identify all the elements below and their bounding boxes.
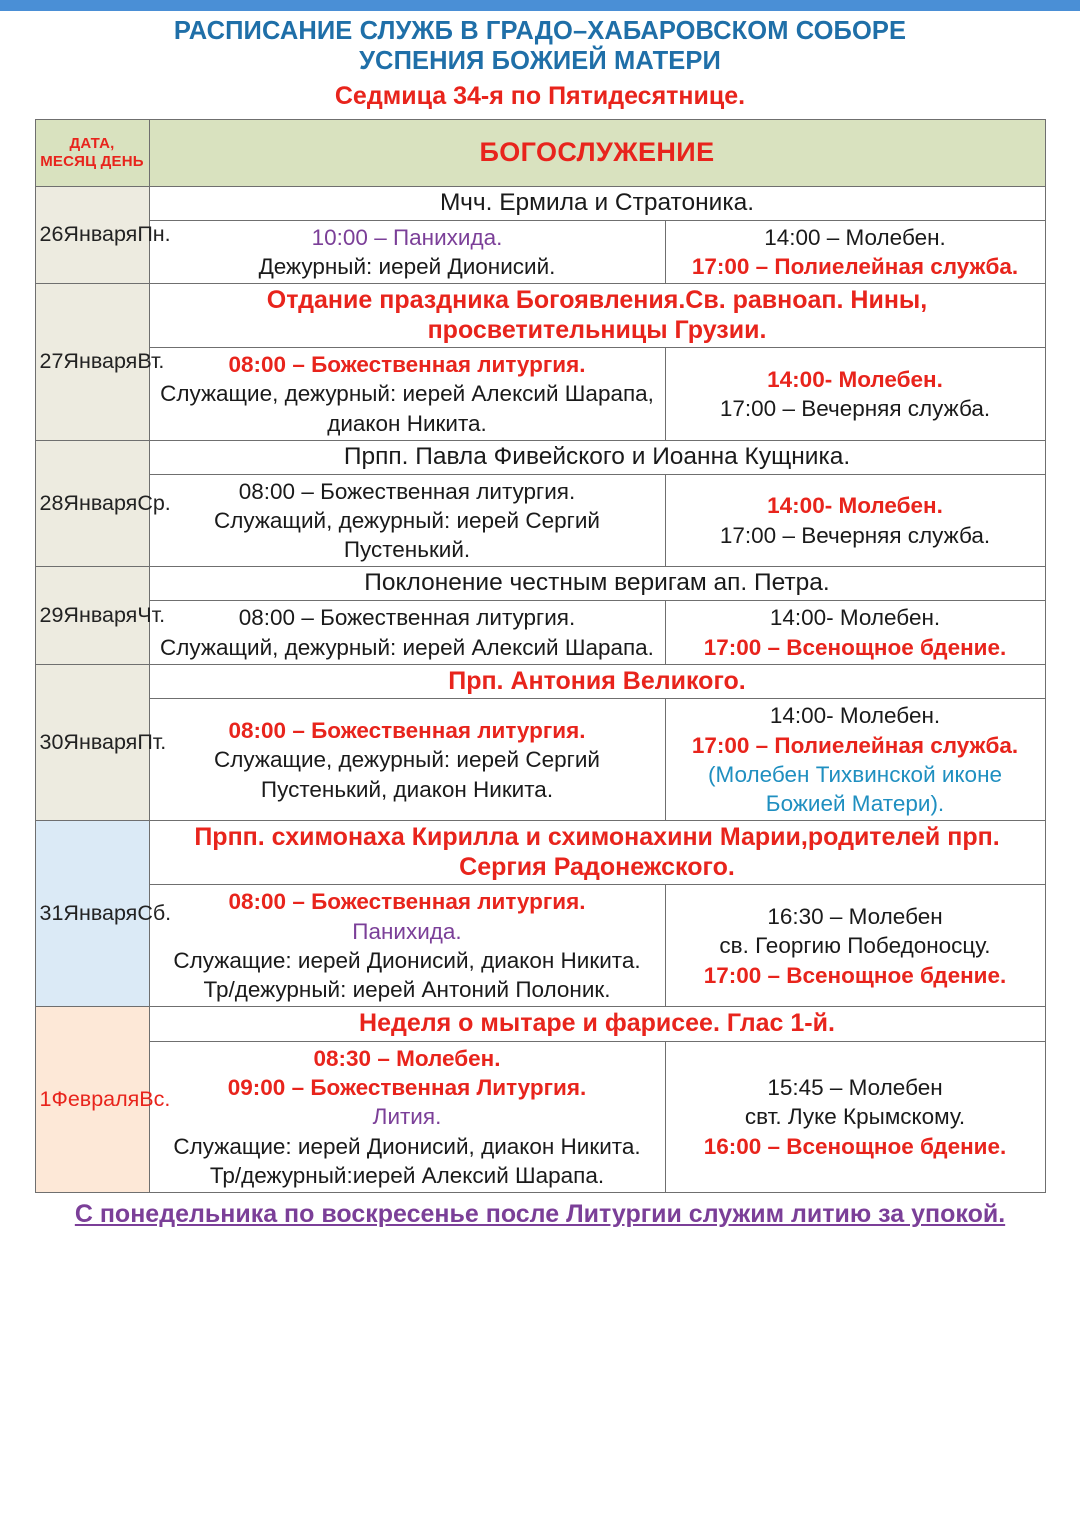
table-row [35,821,1045,885]
date-weekday: Сб. [137,901,172,926]
date-header-line1: ДАТА, [69,134,115,152]
poster-header [0,11,1080,111]
date-header-line3: ДЕНЬ [100,152,144,170]
page-title-line2: УСПЕНИЯ БОЖИЕЙ МАТЕРИ [359,46,721,75]
date-header-line2: МЕСЯЦ [40,152,97,170]
date-day: 29 [39,602,64,627]
service-line: 08:00 – Божественная литургия. [238,605,576,631]
service-line: 14:00- Молебен. [769,605,941,631]
service-line: Служащий, дежурный: иерей Алексий Шарапа. [160,634,654,660]
table-row [35,220,1045,284]
feast-line: Отдание праздника Богоявления. [266,286,686,315]
date-month: Февраля [51,1086,140,1111]
feast-cell [149,1007,1045,1042]
morning-services-cell [149,348,665,441]
feast-line: Мчч. Ермила и Стратоника. [439,188,755,216]
service-line: 08:00 – Божественная литургия. [228,718,586,743]
service-line: Служащий, дежурный: иерей Сергий Пустенький. [213,507,600,563]
date-cell [35,664,167,821]
date-month: Января [63,222,138,247]
evening-services-cell [665,348,1045,441]
service-line: 14:00- Молебен. [767,493,943,519]
service-line: 17:00 – Вечерняя служба. [719,395,991,421]
date-weekday: Вт. [137,349,165,374]
top-accent-bar [0,0,1080,11]
morning-services-cell [149,601,665,665]
table-row [35,699,1045,821]
service-line: Тр/дежурный: иерей Антоний Полоник. [203,977,611,1003]
table-row [35,440,1045,474]
feast-cell [149,567,1045,601]
table-row [35,664,1045,699]
date-cell [35,821,172,1007]
footer-note: С понедельника по воскресенье после Литургии служим литию за упокой. [74,1200,1006,1229]
evening-services-cell [665,699,1045,821]
morning-services-cell [149,474,665,567]
feast-cell [149,186,1045,220]
feast-line: Прпп. Павла Фивейского и Иоанна Кущника. [343,442,851,470]
date-month: Января [63,729,138,754]
date-weekday: Пт. [137,729,167,754]
service-line: 14:00- Молебен. [767,366,943,392]
service-line: 17:00 – Полиелейная служба. [691,732,1019,758]
morning-services-cell [149,885,665,1007]
service-line: 17:00 – Всенощное бдение. [703,962,1007,988]
service-schedule-table [35,119,1046,1193]
date-weekday: Ср. [137,490,171,515]
date-month: Января [63,602,138,627]
date-cell [35,186,171,283]
feast-line: родителей прп. Сергия Радонежского. [459,823,1000,881]
date-day: 30 [39,729,64,754]
table-row [35,186,1045,220]
morning-services-cell [149,1041,665,1192]
feast-line: Прп. Антония Великого. [448,666,746,695]
schedule-body [35,119,1045,1192]
service-line: 08:00 – Божественная литургия. [228,889,586,915]
service-line: Дежурный: иерей Дионисий. [258,253,556,279]
date-day: 28 [39,490,64,515]
service-line: Служащие: иерей Дионисий, диакон Никита. [173,1133,641,1159]
date-day: 31 [39,901,64,926]
column-header-service: БОГОСЛУЖЕНИЕ [149,119,1045,186]
page-title-line1: РАСПИСАНИЕ СЛУЖБ В ГРАДО–ХАБАРОВСКОМ СОБОРЕ [173,17,907,45]
feast-cell [149,284,1045,348]
service-line: 14:00- Молебен. [769,703,941,729]
evening-services-cell [665,885,1045,1007]
morning-services-cell [149,699,665,821]
service-line: Служащие, дежурный: иерей Сергий Пустенький, диакон Никита. [214,747,600,802]
feast-cell [149,664,1045,699]
service-line: 17:00 – Вечерняя служба. [719,522,991,548]
table-row [35,474,1045,567]
evening-services-cell [665,1041,1045,1192]
evening-services-cell [665,601,1045,665]
table-row [35,284,1045,348]
table-row [35,1041,1045,1192]
service-line: 17:00 – Всенощное бдение. [703,634,1007,660]
service-line: 08:00 – Божественная литургия. [238,478,576,504]
service-line: 10:00 – Панихида. [311,224,503,250]
feast-line: Поклонение честным веригам ап. Петра. [364,569,830,597]
feast-cell [149,440,1045,474]
date-cell [35,284,165,441]
date-day: 26 [39,222,64,247]
date-cell [35,567,166,664]
service-line: Тр/дежурный:иерей Алексий Шарапа. [209,1162,605,1188]
service-line: 14:00 – Молебен. [764,224,946,250]
date-day: 27 [39,349,64,374]
service-line: св. Георгию Победоносцу. [719,933,991,959]
service-line: (Молебен Тихвинской иконе Божией Матери). [707,761,1003,817]
page-subtitle: Седмица 34-я по Пятидесятнице. [334,81,746,110]
service-line: 08:00 – Божественная литургия. [228,352,586,378]
service-line: 16:00 – Всенощное бдение. [703,1133,1007,1159]
date-cell [35,1007,171,1193]
table-row [35,601,1045,665]
date-day: 1 [39,1086,52,1111]
table-row [35,885,1045,1007]
table-row [35,348,1045,441]
date-weekday: Чт. [137,602,166,627]
evening-services-cell [665,474,1045,567]
table-header-row [35,119,1045,186]
feast-line: Св. равноап. Нины, просветительницы Грузии. [427,286,928,344]
date-month: Января [63,349,138,374]
service-line: свт. Луке Крымскому. [744,1104,966,1130]
service-line: Панихида. [352,918,462,944]
service-line: 08:30 – Молебен. [313,1045,501,1071]
date-month: Января [63,901,138,926]
date-weekday: Вс. [139,1086,171,1111]
service-line: 16:30 – Молебен [767,904,943,929]
evening-services-cell [665,220,1045,284]
table-row [35,567,1045,601]
date-month: Января [63,490,138,515]
service-line: Лития. [372,1104,442,1130]
date-cell [35,440,171,567]
feast-line: Прпп. схимонаха Кирилла и схимонахини Марии, [194,823,808,852]
service-line: 15:45 – Молебен [767,1075,943,1101]
date-weekday: Пн. [137,222,171,247]
feast-line: Неделя о мытаре и фарисее. Глас 1-й. [359,1009,835,1038]
service-line: Служащие: иерей Дионисий, диакон Никита. [173,947,641,973]
morning-services-cell [149,220,665,284]
table-row [35,1007,1045,1042]
service-line: 17:00 – Полиелейная служба. [691,253,1019,279]
service-line: Служащие, дежурный: иерей Алексий Шарапа, диакон Никита. [160,381,654,436]
column-header-date [35,119,149,186]
service-line: 09:00 – Божественная Литургия. [227,1075,587,1101]
feast-cell [149,821,1045,885]
